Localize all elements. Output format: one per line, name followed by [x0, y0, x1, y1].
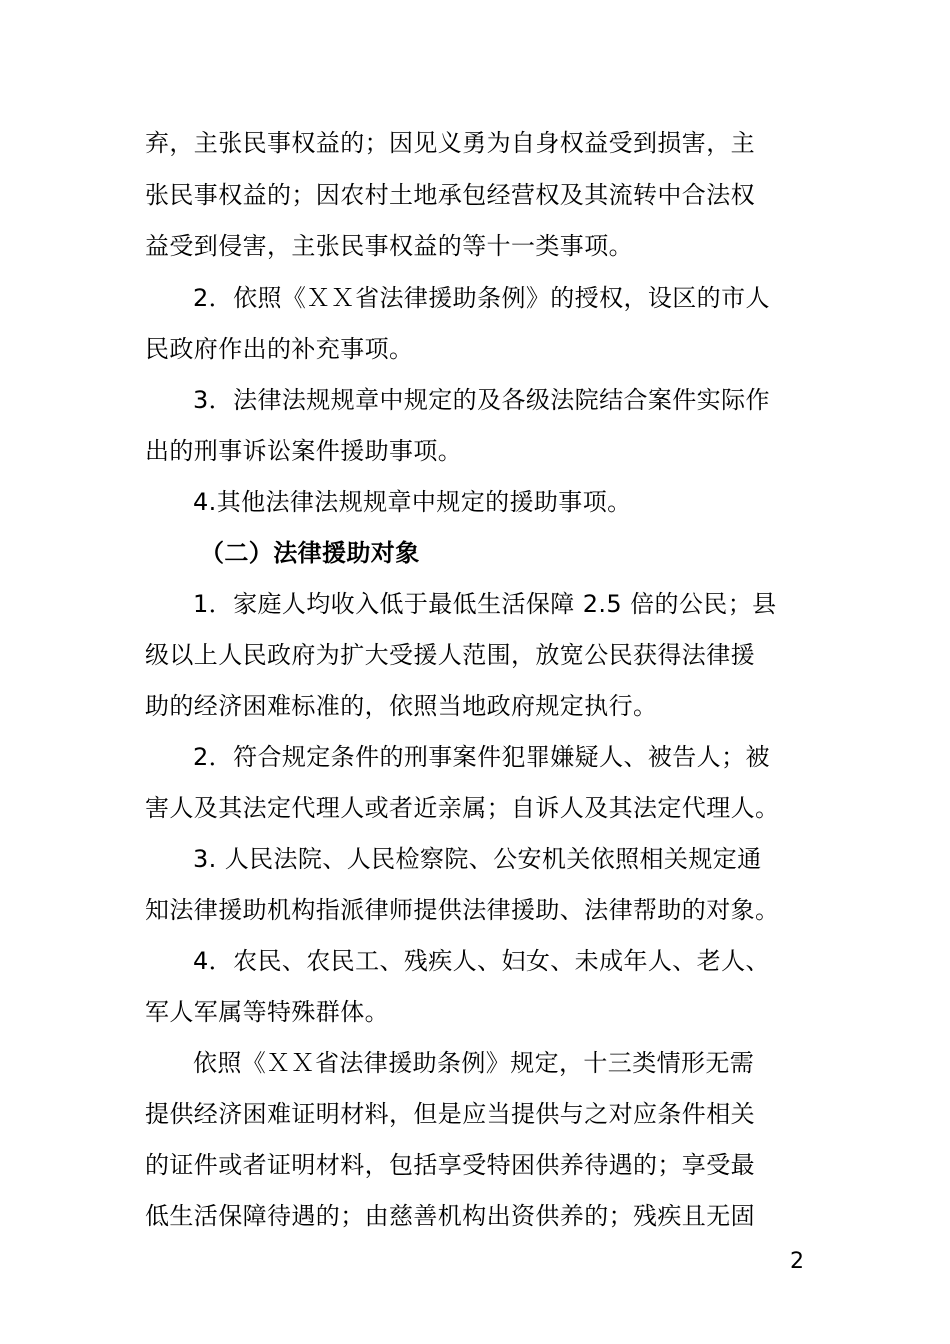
text-line: 提供经济困难证明材料，但是应当提供与之对应条件相关 — [145, 1100, 755, 1128]
text-line: 助的经济困难标准的，依照当地政府规定执行。 — [145, 692, 658, 720]
text-line: 3．法律法规规章中规定的及各级法院结合案件实际作 — [193, 386, 770, 414]
text-line: 4．农民、农民工、残疾人、妇女、未成年人、老人、 — [193, 947, 770, 975]
text-line: 的证件或者证明材料，包括享受特困供养待遇的；享受最 — [145, 1151, 755, 1179]
page-number: 2 — [790, 1249, 804, 1274]
text-line: 害人及其法定代理人或者近亲属；自诉人及其法定代理人。 — [145, 794, 780, 822]
section-heading: （二）法律援助对象 — [200, 539, 420, 567]
text-line: 出的刑事诉讼案件援助事项。 — [145, 437, 463, 465]
text-line: 4.其他法律法规规章中规定的援助事项。 — [193, 488, 632, 516]
text-line: 1．家庭人均收入低于最低生活保障 2.5 倍的公民；县 — [193, 590, 777, 618]
text-line: 3. 人民法院、人民检察院、公安机关依照相关规定通 — [193, 845, 762, 873]
text-line: 知法律援助机构指派律师提供法律援助、法律帮助的对象。 — [145, 896, 780, 924]
text-line: 军人军属等特殊群体。 — [145, 998, 389, 1026]
text-line: 级以上人民政府为扩大受援人范围，放宽公民获得法律援 — [145, 641, 755, 669]
text-line: 民政府作出的补充事项。 — [145, 335, 414, 363]
text-line: 益受到侵害，主张民事权益的等十一类事项。 — [145, 232, 633, 260]
text-line: 2．依照《ＸＸ省法律援助条例》的授权，设区的市人 — [193, 284, 770, 312]
text-line: 弃，主张民事权益的；因见义勇为自身权益受到损害，主 — [145, 129, 755, 157]
text-line: 低生活保障待遇的；由慈善机构出资供养的；残疾且无固 — [145, 1202, 755, 1230]
text-line: 张民事权益的；因农村土地承包经营权及其流转中合法权 — [145, 181, 755, 209]
text-line: 2．符合规定条件的刑事案件犯罪嫌疑人、被告人；被 — [193, 743, 770, 771]
text-line: 依照《ＸＸ省法律援助条例》规定，十三类情形无需 — [193, 1049, 755, 1077]
